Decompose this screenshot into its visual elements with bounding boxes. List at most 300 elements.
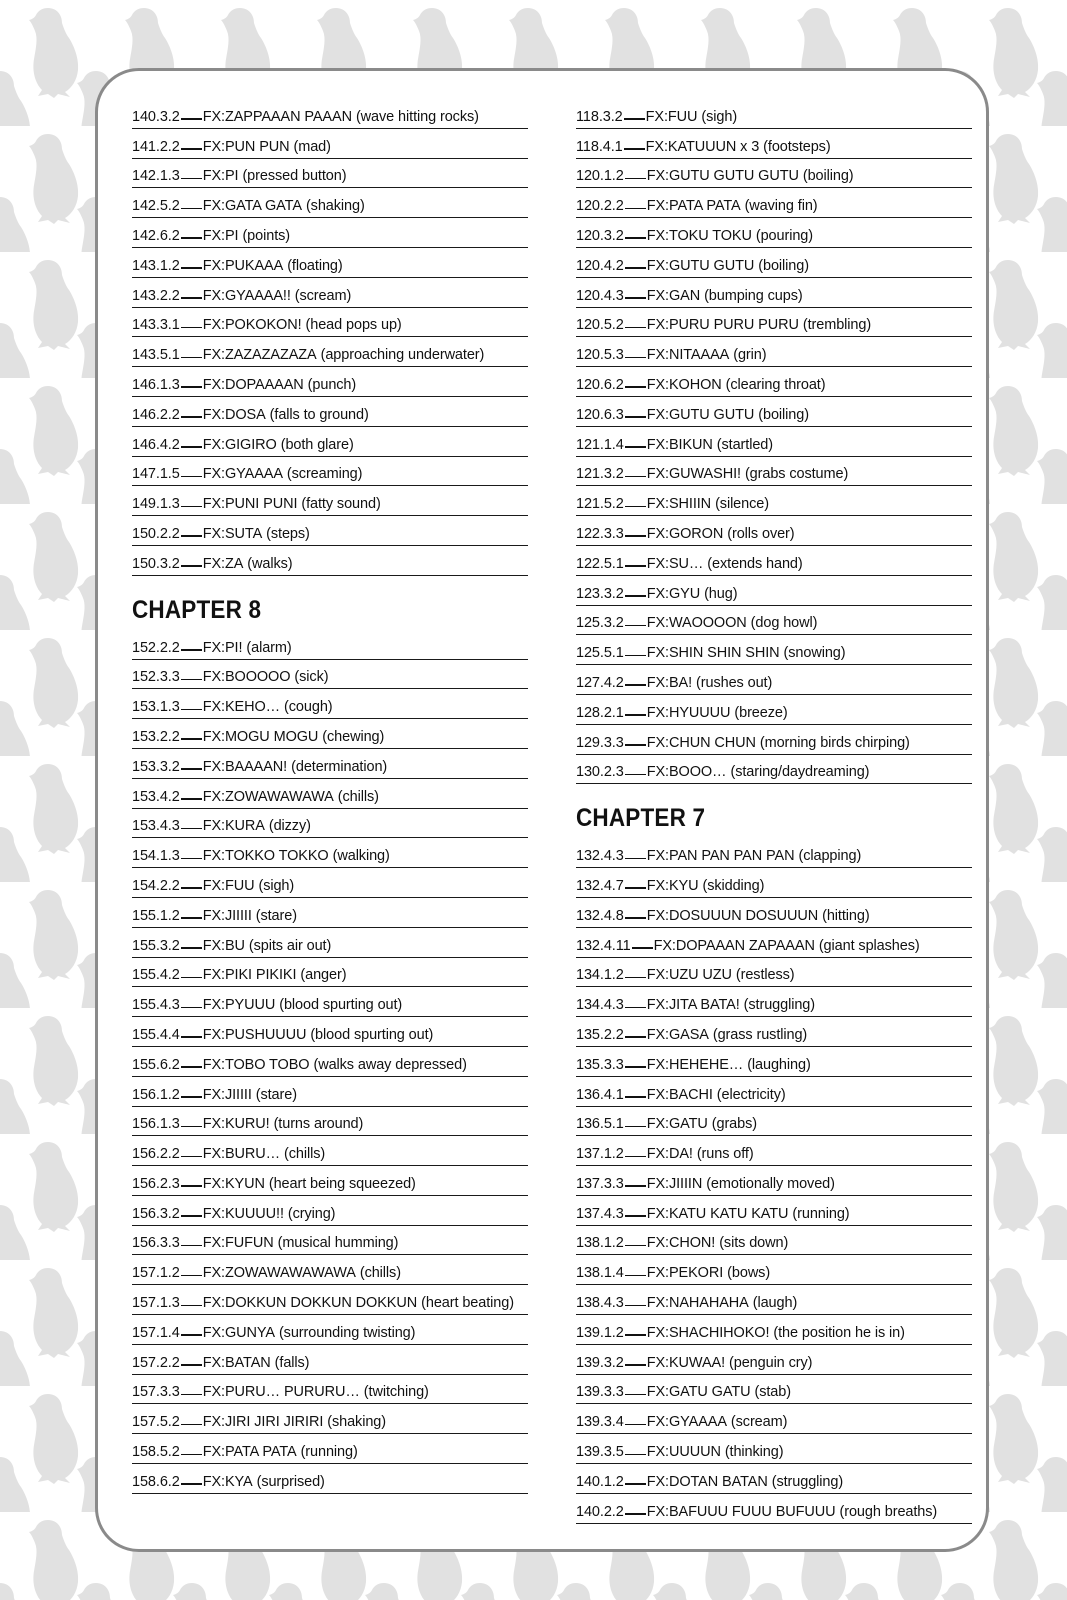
fx-description: (blood spurting out) bbox=[279, 997, 403, 1014]
entry-reference: 132.4.3 bbox=[576, 848, 624, 865]
fx-entry bbox=[132, 1434, 528, 1464]
fx-sound: BOOOOO bbox=[224, 669, 291, 686]
fx-prefix: FX: bbox=[202, 287, 225, 304]
fx-entry bbox=[132, 1077, 528, 1107]
entry-list bbox=[576, 99, 972, 784]
fx-entry bbox=[132, 838, 528, 868]
fx-sound: SHIN SHIN SHIN bbox=[668, 645, 780, 662]
em-dash-rule bbox=[625, 1454, 646, 1456]
fx-prefix: FX: bbox=[202, 1384, 225, 1401]
fx-sound: FUU bbox=[667, 108, 698, 125]
fx-prefix: FX: bbox=[202, 1324, 225, 1341]
em-dash-rule bbox=[625, 714, 646, 716]
fx-prefix: FX: bbox=[653, 937, 676, 954]
fx-prefix: FX: bbox=[202, 1444, 225, 1461]
fx-prefix: FX: bbox=[202, 1146, 225, 1163]
fx-prefix: FX: bbox=[646, 1295, 669, 1312]
fx-sound: GYU bbox=[668, 585, 701, 602]
fx-entry bbox=[576, 1345, 972, 1375]
fx-sound: ZAZAZAZAZA bbox=[224, 347, 317, 364]
fx-sound: KATUUUN x 3 bbox=[667, 138, 760, 155]
fx-sound: BURU… bbox=[224, 1146, 281, 1163]
em-dash-rule bbox=[181, 1126, 202, 1128]
fx-description: (hug) bbox=[704, 585, 738, 602]
entry-reference: 121.3.2 bbox=[576, 466, 624, 483]
entry-reference: 132.4.11 bbox=[576, 937, 631, 954]
em-dash-rule bbox=[625, 1394, 646, 1396]
em-dash-rule bbox=[181, 237, 202, 239]
em-dash-rule bbox=[624, 148, 645, 150]
fx-sound: SU… bbox=[668, 555, 704, 572]
em-dash-rule bbox=[625, 684, 646, 686]
fx-prefix: FX: bbox=[646, 555, 669, 572]
entry-list bbox=[132, 630, 528, 1494]
em-dash-rule bbox=[625, 625, 646, 627]
fx-prefix: FX: bbox=[646, 967, 669, 984]
fx-sound: GAN bbox=[668, 287, 701, 304]
fx-prefix: FX: bbox=[202, 168, 225, 185]
fx-prefix: FX: bbox=[202, 496, 225, 513]
fx-entry bbox=[576, 546, 972, 576]
fx-sound: JIIIIN bbox=[668, 1175, 703, 1192]
fx-sound: GATU bbox=[668, 1116, 708, 1133]
fx-sound: CHUN CHUN bbox=[668, 734, 756, 751]
em-dash-rule bbox=[181, 1185, 202, 1187]
fx-entry bbox=[576, 1434, 972, 1464]
fx-sound: PATA PATA bbox=[224, 1444, 297, 1461]
fx-sound: GUTU GUTU bbox=[668, 257, 755, 274]
entry-reference: 120.6.2 bbox=[576, 376, 624, 393]
entry-reference: 122.3.3 bbox=[576, 525, 624, 542]
entry-reference: 118.3.2 bbox=[576, 108, 623, 125]
fx-entry bbox=[132, 308, 528, 338]
entry-reference: 157.1.2 bbox=[132, 1265, 180, 1282]
fx-sound: DA! bbox=[668, 1146, 693, 1163]
fx-prefix: FX: bbox=[202, 639, 225, 656]
fx-prefix: FX: bbox=[646, 1146, 669, 1163]
entry-reference: 158.6.2 bbox=[132, 1473, 180, 1490]
entry-reference: 120.5.3 bbox=[576, 347, 624, 364]
fx-description: (clapping) bbox=[798, 848, 862, 865]
fx-sound: PI! bbox=[224, 639, 243, 656]
fx-prefix: FX: bbox=[202, 1354, 225, 1371]
fx-sound: KUUUU!! bbox=[224, 1205, 284, 1222]
fx-description: (falls) bbox=[274, 1354, 310, 1371]
entry-reference: 135.2.2 bbox=[576, 1026, 624, 1043]
chapter-heading: CHAPTER 8 bbox=[132, 595, 262, 624]
entry-reference: 139.1.2 bbox=[576, 1324, 624, 1341]
entry-reference: 138.1.4 bbox=[576, 1265, 624, 1282]
fx-sound: ZOWAWAWAWAWA bbox=[224, 1265, 356, 1282]
fx-sound: KURU! bbox=[224, 1116, 270, 1133]
fx-sound: NITAAAA bbox=[668, 347, 730, 364]
section-chapter-8 bbox=[132, 576, 528, 1494]
fx-description: (grabs costume) bbox=[744, 466, 849, 483]
em-dash-rule bbox=[181, 267, 202, 269]
entry-reference: 120.4.3 bbox=[576, 287, 624, 304]
fx-prefix: FX: bbox=[646, 1324, 669, 1341]
fx-prefix: FX: bbox=[646, 1414, 669, 1431]
entry-reference: 132.4.7 bbox=[576, 877, 624, 894]
em-dash-rule bbox=[181, 1245, 202, 1247]
entry-reference: 132.4.8 bbox=[576, 907, 624, 924]
fx-prefix: FX: bbox=[202, 1056, 225, 1073]
fx-prefix: FX: bbox=[646, 1384, 669, 1401]
em-dash-rule bbox=[625, 1185, 646, 1187]
fx-entry bbox=[132, 1017, 528, 1047]
fx-prefix: FX: bbox=[646, 1444, 669, 1461]
em-dash-rule bbox=[181, 858, 202, 860]
em-dash-rule bbox=[181, 178, 202, 180]
fx-entry bbox=[132, 630, 528, 660]
fx-description: (pressed button) bbox=[242, 168, 347, 185]
em-dash-rule bbox=[625, 858, 646, 860]
section-continued bbox=[576, 99, 972, 784]
fx-entry bbox=[132, 779, 528, 809]
section-chapter-7 bbox=[576, 784, 972, 1523]
entry-reference: 125.3.2 bbox=[576, 615, 624, 632]
fx-description: (laughing) bbox=[747, 1056, 811, 1073]
entry-reference: 139.3.2 bbox=[576, 1354, 624, 1371]
em-dash-rule bbox=[625, 1156, 646, 1158]
fx-prefix: FX: bbox=[202, 1235, 225, 1252]
fx-sound: TOBO TOBO bbox=[224, 1056, 310, 1073]
fx-sound: DOPAAAAN bbox=[224, 376, 304, 393]
entry-reference: 153.3.2 bbox=[132, 758, 180, 775]
entry-reference: 121.5.2 bbox=[576, 496, 624, 513]
fx-sound: PEKORI bbox=[668, 1265, 724, 1282]
entry-reference: 122.5.1 bbox=[576, 555, 624, 572]
entry-reference: 155.6.2 bbox=[132, 1056, 180, 1073]
fx-sound: GYAAAA bbox=[668, 1414, 727, 1431]
right-column bbox=[576, 99, 972, 1524]
fx-prefix: FX: bbox=[202, 227, 225, 244]
fx-entry bbox=[576, 1494, 972, 1524]
entry-reference: 143.1.2 bbox=[132, 257, 180, 274]
fx-description: (stare) bbox=[255, 1086, 297, 1103]
em-dash-rule bbox=[181, 798, 202, 800]
em-dash-rule bbox=[181, 1483, 202, 1485]
em-dash-rule bbox=[181, 1096, 202, 1098]
fx-description: (head pops up) bbox=[305, 317, 402, 334]
fx-description: (penguin cry) bbox=[729, 1354, 813, 1371]
fx-description: (grass rustling) bbox=[712, 1026, 808, 1043]
fx-entry bbox=[132, 486, 528, 516]
fx-entry bbox=[576, 1404, 972, 1434]
fx-prefix: FX: bbox=[646, 764, 669, 781]
fx-entry bbox=[132, 1136, 528, 1166]
em-dash-rule bbox=[625, 535, 646, 537]
fx-sound: ZA bbox=[224, 555, 244, 572]
fx-description: (both glare) bbox=[280, 436, 354, 453]
fx-prefix: FX: bbox=[202, 1295, 225, 1312]
fx-entry bbox=[132, 1196, 528, 1226]
fx-entry bbox=[576, 635, 972, 665]
em-dash-rule bbox=[625, 1483, 646, 1485]
fx-entry bbox=[132, 1404, 528, 1434]
em-dash-rule bbox=[625, 977, 646, 979]
fx-description: (shaking) bbox=[327, 1414, 386, 1431]
fx-prefix: FX: bbox=[646, 645, 669, 662]
fx-entry bbox=[576, 868, 972, 898]
fx-prefix: FX: bbox=[645, 138, 668, 155]
entry-reference: 136.4.1 bbox=[576, 1086, 624, 1103]
em-dash-rule bbox=[625, 506, 646, 508]
fx-sound: BAAAAN! bbox=[224, 758, 288, 775]
em-dash-rule bbox=[625, 917, 646, 919]
fx-description: (dizzy) bbox=[268, 818, 311, 835]
fx-description: (floating) bbox=[287, 257, 343, 274]
fx-sound: PI bbox=[224, 168, 239, 185]
fx-prefix: FX: bbox=[202, 257, 225, 274]
fx-description: (stab) bbox=[754, 1384, 791, 1401]
fx-description: (turns around) bbox=[273, 1116, 364, 1133]
fx-prefix: FX: bbox=[202, 1265, 225, 1282]
em-dash-rule bbox=[625, 1245, 646, 1247]
fx-entry bbox=[132, 1166, 528, 1196]
fx-entry bbox=[132, 337, 528, 367]
fx-prefix: FX: bbox=[202, 406, 225, 423]
fx-sound: BIKUN bbox=[668, 436, 713, 453]
fx-description: (heart being squeezed) bbox=[268, 1175, 416, 1192]
entry-reference: 140.2.2 bbox=[576, 1503, 624, 1520]
fx-description: (dog howl) bbox=[750, 615, 818, 632]
fx-entry bbox=[576, 308, 972, 338]
fx-prefix: FX: bbox=[646, 257, 669, 274]
entry-reference: 121.1.4 bbox=[576, 436, 624, 453]
fx-sound: PI bbox=[224, 227, 239, 244]
fx-description: (spits air out) bbox=[248, 937, 332, 954]
entry-reference: 156.2.3 bbox=[132, 1175, 180, 1192]
entry-reference: 143.3.1 bbox=[132, 317, 180, 334]
fx-entry bbox=[132, 1107, 528, 1137]
em-dash-rule bbox=[181, 416, 202, 418]
fx-entry bbox=[576, 987, 972, 1017]
fx-prefix: FX: bbox=[202, 907, 225, 924]
fx-description: (footsteps) bbox=[763, 138, 831, 155]
fx-prefix: FX: bbox=[646, 376, 669, 393]
fx-entry bbox=[576, 665, 972, 695]
fx-sound: PUSHUUUU bbox=[224, 1026, 307, 1043]
entry-reference: 146.4.2 bbox=[132, 436, 180, 453]
fx-entry bbox=[132, 1375, 528, 1405]
fx-entry bbox=[132, 99, 528, 129]
fx-entry bbox=[576, 159, 972, 189]
fx-prefix: FX: bbox=[646, 997, 669, 1014]
entry-reference: 120.3.2 bbox=[576, 227, 624, 244]
fx-sound: DOSUUUN DOSUUUN bbox=[668, 907, 819, 924]
fx-prefix: FX: bbox=[646, 585, 669, 602]
fx-description: (boiling) bbox=[802, 168, 854, 185]
fx-description: (staring/daydreaming) bbox=[730, 764, 870, 781]
entry-reference: 120.6.3 bbox=[576, 406, 624, 423]
fx-prefix: FX: bbox=[202, 1026, 225, 1043]
fx-prefix: FX: bbox=[646, 848, 669, 865]
em-dash-rule bbox=[181, 535, 202, 537]
entry-reference: 127.4.2 bbox=[576, 674, 624, 691]
em-dash-rule bbox=[625, 1334, 646, 1336]
em-dash-rule bbox=[625, 178, 646, 180]
em-dash-rule bbox=[181, 738, 202, 740]
entry-reference: 140.1.2 bbox=[576, 1473, 624, 1490]
fx-prefix: FX: bbox=[646, 674, 669, 691]
fx-description: (twitching) bbox=[363, 1384, 429, 1401]
fx-prefix: FX: bbox=[202, 1175, 225, 1192]
entry-reference: 138.1.2 bbox=[576, 1235, 624, 1252]
fx-entry bbox=[132, 159, 528, 189]
content-card bbox=[95, 68, 989, 1552]
em-dash-rule bbox=[181, 828, 202, 830]
fx-prefix: FX: bbox=[646, 466, 669, 483]
fx-sound: CHON! bbox=[668, 1235, 716, 1252]
fx-entry bbox=[576, 486, 972, 516]
fx-prefix: FX: bbox=[646, 877, 669, 894]
fx-entry bbox=[576, 188, 972, 218]
fx-prefix: FX: bbox=[202, 1086, 225, 1103]
fx-entry bbox=[132, 1464, 528, 1494]
em-dash-rule bbox=[181, 1156, 202, 1158]
em-dash-rule bbox=[625, 1066, 646, 1068]
fx-prefix: FX: bbox=[202, 669, 225, 686]
fx-prefix: FX: bbox=[202, 1205, 225, 1222]
fx-sound: GIGIRO bbox=[224, 436, 277, 453]
fx-prefix: FX: bbox=[202, 967, 225, 984]
fx-entry bbox=[132, 457, 528, 487]
fx-prefix: FX: bbox=[202, 317, 225, 334]
fx-description: (startled) bbox=[716, 436, 773, 453]
fx-entry bbox=[132, 188, 528, 218]
fx-prefix: FX: bbox=[646, 525, 669, 542]
fx-entry bbox=[576, 1107, 972, 1137]
em-dash-rule bbox=[625, 565, 646, 567]
em-dash-rule bbox=[625, 416, 646, 418]
entry-reference: 157.3.3 bbox=[132, 1384, 180, 1401]
fx-sound: FUU bbox=[224, 877, 255, 894]
fx-prefix: FX: bbox=[202, 555, 225, 572]
fx-sound: POKOKON! bbox=[224, 317, 302, 334]
em-dash-rule bbox=[181, 679, 202, 681]
entry-reference: 138.4.3 bbox=[576, 1295, 624, 1312]
fx-sound: KYUN bbox=[224, 1175, 265, 1192]
fx-description: (waving fin) bbox=[744, 198, 818, 215]
fx-sound: PYUUU bbox=[224, 997, 276, 1014]
entry-reference: 158.5.2 bbox=[132, 1444, 180, 1461]
fx-sound: BU bbox=[224, 937, 245, 954]
fx-description: (snowing) bbox=[783, 645, 846, 662]
fx-entry bbox=[576, 1166, 972, 1196]
em-dash-rule bbox=[181, 297, 202, 299]
fx-entry bbox=[132, 689, 528, 719]
entry-reference: 142.6.2 bbox=[132, 227, 180, 244]
fx-prefix: FX: bbox=[646, 436, 669, 453]
fx-description: (steps) bbox=[266, 525, 310, 542]
entry-reference: 120.2.2 bbox=[576, 198, 624, 215]
fx-sound: DOPAAAN ZAPAAAN bbox=[675, 937, 815, 954]
entry-reference: 130.2.3 bbox=[576, 764, 624, 781]
em-dash-rule bbox=[625, 1364, 646, 1366]
fx-description: (extends hand) bbox=[707, 555, 803, 572]
fx-sound: JIIIII bbox=[224, 907, 252, 924]
fx-description: (alarm) bbox=[246, 639, 292, 656]
fx-description: (cough) bbox=[284, 699, 333, 716]
fx-entry bbox=[132, 516, 528, 546]
em-dash-rule bbox=[181, 1066, 202, 1068]
em-dash-rule bbox=[625, 1036, 646, 1038]
entry-reference: 142.1.3 bbox=[132, 168, 180, 185]
fx-description: (chills) bbox=[284, 1146, 326, 1163]
em-dash-rule bbox=[625, 1275, 646, 1277]
fx-entry bbox=[132, 1047, 528, 1077]
fx-description: (musical humming) bbox=[277, 1235, 399, 1252]
fx-sound: SUTA bbox=[224, 525, 263, 542]
fx-sound: KEHO… bbox=[224, 699, 281, 716]
fx-sound: DOSA bbox=[224, 406, 266, 423]
fx-prefix: FX: bbox=[202, 1473, 225, 1490]
fx-prefix: FX: bbox=[202, 108, 225, 125]
fx-prefix: FX: bbox=[202, 788, 225, 805]
fx-sound: PATA PATA bbox=[668, 198, 741, 215]
fx-description: (electricity) bbox=[716, 1086, 786, 1103]
fx-prefix: FX: bbox=[646, 198, 669, 215]
em-dash-rule bbox=[181, 327, 202, 329]
fx-entry bbox=[576, 576, 972, 606]
fx-sound: KOHON bbox=[668, 376, 722, 393]
fx-description: (chills) bbox=[359, 1265, 401, 1282]
fx-prefix: FX: bbox=[646, 496, 669, 513]
fx-sound: UUUUN bbox=[668, 1444, 721, 1461]
entry-reference: 137.4.3 bbox=[576, 1205, 624, 1222]
fx-sound: BATAN bbox=[224, 1354, 271, 1371]
entry-reference: 155.3.2 bbox=[132, 937, 180, 954]
fx-sound: DOKKUN DOKKUN DOKKUN bbox=[224, 1295, 418, 1312]
fx-prefix: FX: bbox=[202, 436, 225, 453]
fx-prefix: FX: bbox=[202, 699, 225, 716]
fx-prefix: FX: bbox=[646, 615, 669, 632]
fx-sound: GUTU GUTU bbox=[668, 406, 755, 423]
entry-list bbox=[576, 838, 972, 1523]
fx-description: (grabs) bbox=[711, 1116, 757, 1133]
em-dash-rule bbox=[181, 768, 202, 770]
fx-entry bbox=[132, 129, 528, 159]
left-column bbox=[132, 99, 528, 1494]
entry-reference: 157.2.2 bbox=[132, 1354, 180, 1371]
fx-prefix: FX: bbox=[646, 1235, 669, 1252]
fx-sound: JITA BATA! bbox=[668, 997, 740, 1014]
fx-sound: KYU bbox=[668, 877, 699, 894]
fx-description: (surrounding twisting) bbox=[278, 1324, 416, 1341]
fx-description: (rough breaths) bbox=[839, 1503, 938, 1520]
entry-reference: 156.1.3 bbox=[132, 1116, 180, 1133]
fx-entry bbox=[576, 1077, 972, 1107]
fx-sound: DOTAN BATAN bbox=[668, 1473, 768, 1490]
em-dash-rule bbox=[181, 208, 202, 210]
fx-prefix: FX: bbox=[646, 1265, 669, 1282]
entry-list bbox=[132, 99, 528, 576]
em-dash-rule bbox=[625, 386, 646, 388]
fx-entry bbox=[576, 248, 972, 278]
fx-description: (walks) bbox=[247, 555, 293, 572]
entry-reference: 152.2.2 bbox=[132, 639, 180, 656]
fx-prefix: FX: bbox=[646, 287, 669, 304]
em-dash-rule bbox=[181, 1454, 202, 1456]
em-dash-rule bbox=[625, 1096, 646, 1098]
fx-sound: BA! bbox=[668, 674, 693, 691]
em-dash-rule bbox=[181, 977, 202, 979]
fx-sound: WAOOOON bbox=[668, 615, 747, 632]
fx-sound: PUKAAA bbox=[224, 257, 284, 274]
fx-description: (chills) bbox=[337, 788, 379, 805]
fx-sound: SHIIIN bbox=[668, 496, 712, 513]
